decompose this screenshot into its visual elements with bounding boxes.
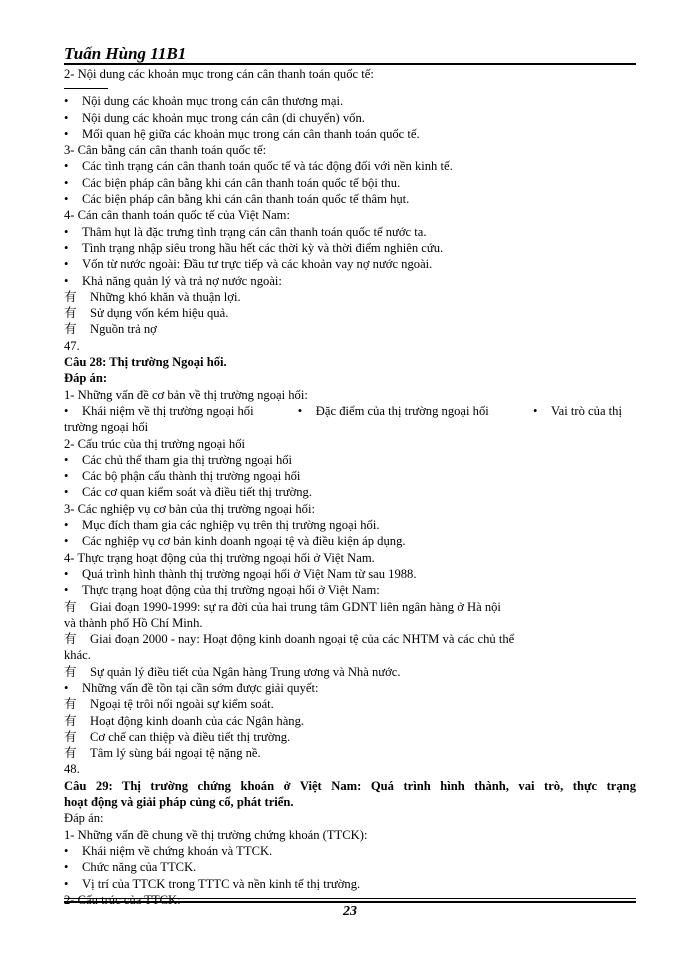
list-item: • Quá trình hình thành thị trường ngoại hối ở Việt Nam từ sau 1988. (64, 566, 417, 581)
bullet-icon: • (64, 126, 69, 141)
glyph-bullet-icon: 有 (64, 713, 77, 728)
glyph-bullet-icon: 有 (64, 697, 77, 712)
bullet-icon: • (64, 94, 69, 109)
question-number: 48. (64, 762, 80, 777)
glyph-bullet-icon: 有 (64, 729, 77, 744)
section-heading: 2- Nội dung các khoản mục trong cán cân thanh toán quốc tế: (64, 67, 374, 81)
list-item: • Vốn từ nước ngoài: Đầu tư trực tiếp và các khoản vay nợ nước ngoài. (64, 257, 433, 272)
list-item: • Nội dung các khoản mục trong cán cân (di chuyển) vốn. (64, 110, 365, 125)
sub-list-item: 有 Giai đoạn 2000 - nay: Hoạt động kinh doanh ngoại tệ của các NHTM và các chủ thể (64, 632, 515, 647)
bullet-icon: • (64, 876, 69, 891)
sub-list-item: 有 Tâm lý sùng bái ngoại tệ nặng nề. (64, 746, 261, 761)
bullet-icon: • (64, 680, 69, 695)
page-number: 23 (343, 904, 357, 919)
footer-rule-thick (64, 901, 636, 903)
footer-rule (64, 898, 636, 899)
page-header-title: Tuấn Hùng 11B1 (64, 44, 187, 63)
list-item: • Những vấn đề tồn tại cần sớm được giải quyết: (64, 680, 319, 695)
glyph-bullet-icon: 有 (64, 746, 77, 761)
glyph-bullet-icon: 有 (64, 599, 77, 614)
header-rule (64, 63, 636, 65)
question-title: Câu 28: Thị trường Ngoại hối. (64, 355, 227, 370)
section-heading: 1- Những vấn đề cơ bản về thị trường ngoại hối: (64, 387, 308, 402)
section-heading: 3- Cân bằng cán cân thanh toán quốc tế: (64, 143, 267, 158)
answer-label: Đáp án: (64, 371, 108, 386)
bullet-icon: • (64, 192, 69, 207)
bullet-icon: • (64, 403, 69, 418)
bullet-icon: • (64, 175, 69, 190)
sub-list-item: 有 Ngoại tệ trôi nổi ngoài sự kiểm soát. (64, 697, 274, 712)
list-item: • Mối quan hệ giữa các khoản mục trong cán cân thanh toán quốc tế. (64, 126, 420, 141)
bullet-icon: • (64, 518, 69, 533)
inline-bullet-row: • Khái niệm về thị trường ngoại hối • Đặc điểm của thị trường ngoại hối • Vai trò của thị (64, 403, 622, 418)
list-item: • Chức năng của TTCK. (64, 860, 197, 875)
bullet-icon: • (64, 583, 69, 598)
list-item: • Tình trạng nhập siêu trong hầu hết các thời kỳ và thời điểm nghiên cứu. (64, 240, 444, 255)
sub-list-item: 有 Nguồn trả nợ (64, 322, 157, 337)
list-item: • Các cơ quan kiểm soát và điều tiết thị trường. (64, 485, 312, 500)
bullet-icon: • (64, 452, 69, 467)
bullet-icon: • (297, 403, 303, 418)
glyph-bullet-icon: 有 (64, 289, 77, 304)
bullet-icon: • (64, 485, 69, 500)
list-item: • Các chủ thể tham gia thị trường ngoại hối (64, 452, 293, 467)
list-item: • Các bộ phận cấu thành thị trường ngoại hối (64, 469, 301, 484)
section-heading: 1- Những vấn đề chung về thị trường chứng khoán (TTCK): (64, 827, 368, 842)
section-heading: 2- Cấu trúc của thị trường ngoại hối (64, 436, 246, 451)
question-title: Câu 29: Thị trường chứng khoán ở Việt Nam: Quá trình hình thành, vai trò, thực trạng (64, 778, 636, 793)
bullet-icon: • (64, 843, 69, 858)
glyph-bullet-icon: 有 (64, 306, 77, 321)
bullet-icon: • (64, 257, 69, 272)
document-body (64, 66, 636, 908)
bullet-icon: • (64, 469, 69, 484)
sub-list-item: 有 Hoạt động kinh doanh của các Ngân hàng. (64, 713, 305, 728)
glyph-bullet-icon: 有 (64, 322, 77, 337)
bullet-icon: • (64, 273, 69, 288)
bullet-icon: • (64, 566, 69, 581)
section-heading: 2- Cấu trúc của TTCK: (64, 892, 181, 907)
bullet-icon: • (64, 224, 69, 239)
list-item: • Thực trạng hoạt động của thị trường ngoại hối ở Việt Nam: (64, 583, 380, 598)
sub-list-item: 有 Sự quản lý điều tiết của Ngân hàng Trung ương và Nhà nước. (64, 664, 401, 679)
list-item: • Các biện pháp cân bằng khi cán cân thanh toán quốc tế bội thu. (64, 175, 401, 190)
list-item: • Các biện pháp cân bằng khi cán cân thanh toán quốc tế thâm hụt. (64, 192, 410, 207)
glyph-bullet-icon: 有 (64, 632, 77, 647)
list-item: • Nội dung các khoản mục trong cán cân thương mại. (64, 94, 344, 109)
question-number: 47. (64, 338, 80, 353)
list-item: • Vị trí của TTCK trong TTTC và nền kinh tế thị trường. (64, 876, 361, 891)
bullet-icon: • (64, 534, 69, 549)
sub-list-item: 有 Cơ chế can thiệp và điều tiết thị trường. (64, 729, 291, 744)
list-item: • Các tình trạng cán cân thanh toán quốc tế và tác động đối với nền kinh tế. (64, 159, 453, 174)
list-item: • Thâm hụt là đặc trưng tình trạng cán cân thanh toán quốc tế nước ta. (64, 224, 427, 239)
bullet-icon: • (64, 240, 69, 255)
continuation-line: khác. (64, 648, 91, 663)
list-item: • Các nghiệp vụ cơ bản kinh doanh ngoại tệ và điều kiện áp dụng. (64, 534, 406, 549)
section-heading: 3- Các nghiệp vụ cơ bản của thị trường ngoại hối: (64, 501, 315, 516)
glyph-bullet-icon: 有 (64, 664, 77, 679)
bullet-icon: • (64, 159, 69, 174)
sub-list-item: 有 Sử dụng vốn kém hiệu quả. (64, 306, 229, 321)
bullet-icon: • (64, 110, 69, 125)
section-heading: 4- Thực trạng hoạt động của thị trường ngoại hối ở Việt Nam. (64, 550, 375, 565)
list-item: • Mục đích tham gia các nghiệp vụ trên thị trường ngoại hối. (64, 518, 380, 533)
list-item: • Khái niệm về chứng khoán và TTCK. (64, 843, 273, 858)
continuation-line: trường ngoại hối (64, 420, 149, 435)
continuation-line: và thành phố Hồ Chí Minh. (64, 615, 203, 630)
list-item: • Khả năng quản lý và trả nợ nước ngoài: (64, 273, 282, 288)
question-title-continued: hoạt động và giải pháp củng cố, phát triển. (64, 795, 294, 810)
section-heading: 4- Cán cân thanh toán quốc tế của Việt Nam: (64, 208, 290, 223)
bullet-icon: • (532, 403, 538, 418)
answer-label: Đáp án: (64, 811, 104, 826)
sub-list-item: 有 Những khó khăn và thuận lợi. (64, 289, 241, 304)
sub-list-item: 有 Giai đoạn 1990-1999: sự ra đời của hai trung tâm GDNT liên ngân hàng ở Hà nội (64, 599, 501, 614)
bullet-icon: • (64, 860, 69, 875)
short-divider (64, 88, 108, 89)
